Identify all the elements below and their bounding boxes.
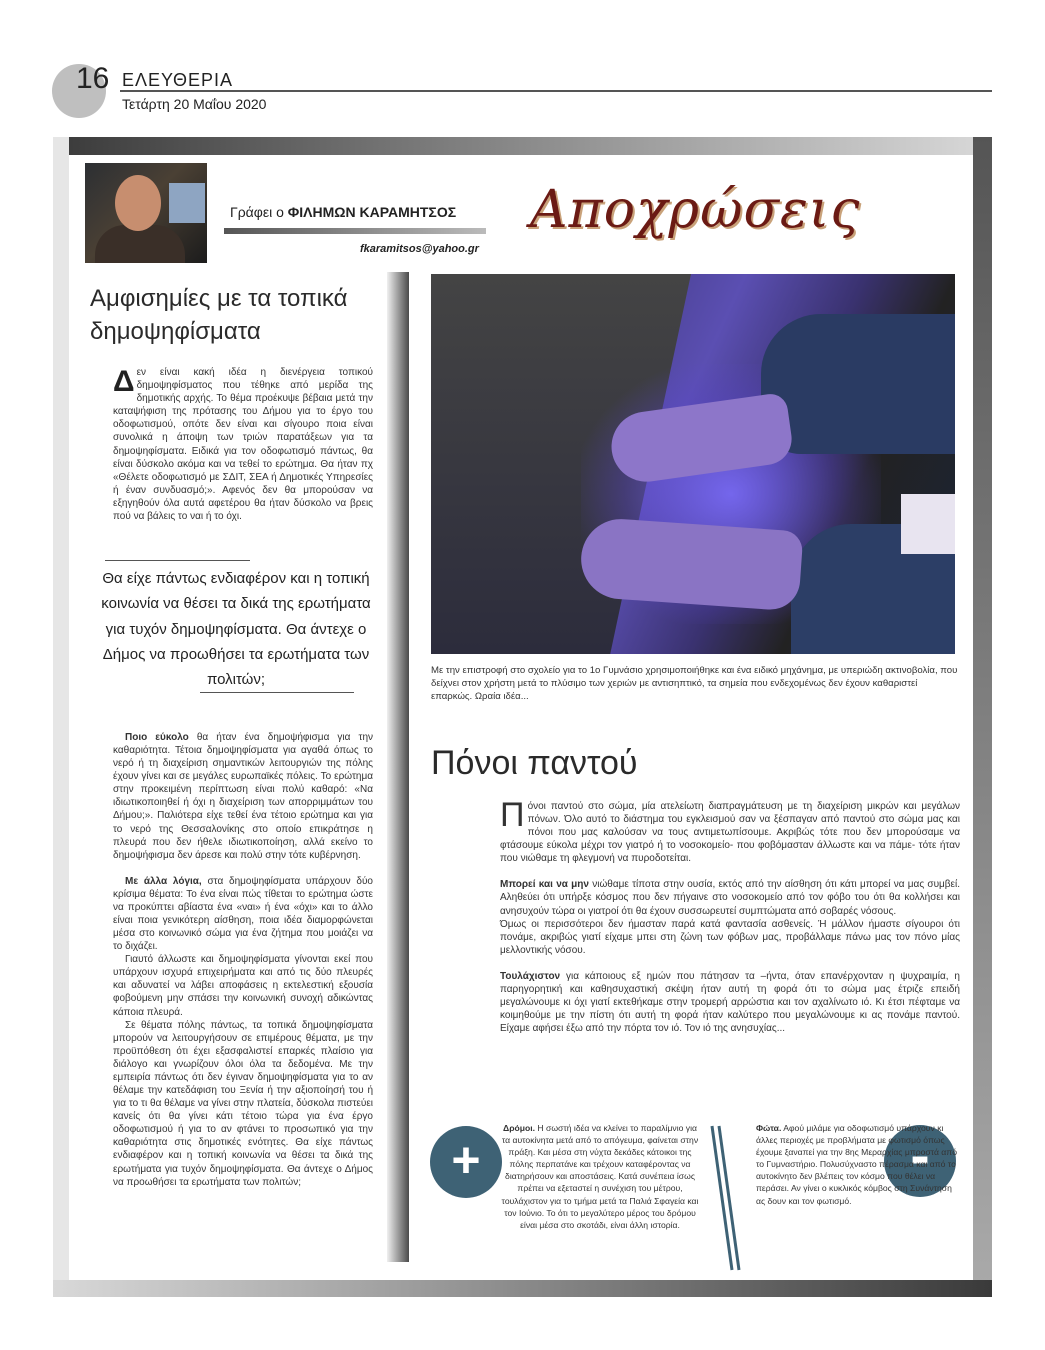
photo-hand — [578, 516, 803, 611]
article2-dropcap: Π — [500, 796, 525, 834]
pull-quote-rule-bottom — [200, 692, 354, 693]
author-byline — [230, 204, 456, 220]
article2-paragraph-text: νιώθαμε τίποτα στην ουσία, εκτός από την αίσθηση ότι κάτι μπορεί να μας συμβεί. Αληθεύει ότι υπήρξε κόσμος που δεν πήγαινε στο νοσοκομείο από τον φόβο του ότι θα κολλήσει και ανησυχούν τώρα οι γιατροί ότι θα έχουν συσσωρευτεί συμπτώματα από σοβαρές νόσους. — [500, 879, 961, 917]
article1-lead — [113, 366, 373, 523]
article1-paragraph-text: θα ήταν ένα δημοψήφισμα για την καθαριότητα. Τέτοια δημοψηφίσματα για αγαθά όπως το νερό ή τη διαχείριση σημαντικών λειτουργιών της πόλης έχουν γίνει και σε μεγάλες ευρωπαϊκές πόλεις. Το ερώτημα στην προκειμένη περίπτωση είναι πολύ καθαρό: «Να ιδιωτικοποιηθεί ή όχι η διαχείριση των απορριμμάτων του Δήμου;». Παλιότερα είχε τεθεί ένα τέτοιο ερώτημα και για το νερό της Θεσσαλονίκης στο οποίο επικράτησε η πλευρά που δεν ήθελε ιδιωτικοποίηση, αλλά εκείνο το δημοψήφισμα δεν άρεσε και πολύ στην τότε κυβέρνηση. — [113, 732, 374, 861]
header-rule — [120, 90, 992, 92]
frame-left-bar — [53, 137, 69, 1297]
article1-paragraph-lead: Ποιο εύκολο — [125, 732, 189, 743]
page-number: 16 — [76, 62, 110, 95]
pull-quote-rule-top — [105, 560, 250, 561]
article1-body — [113, 731, 373, 1189]
minus-box-body: Αφού μιλάμε για οδοφωτισμό υπάρχουν κι άλλες περιοχές με προβλήματα με φωτισμό όπως έχουμε ξαναπεί για την 8ης Μεραρχίας μπροστά από το Γυμναστήριο. Πολυσύχναστο πέρασμα και από το αυτοκίνητο δεν βλέπεις τον κόσμο που θέλει να περάσει. Αν γίνει ο κυκλικός κόμβος στη Συνάντηση ας δουν και τον φωτισμό. — [756, 1123, 957, 1206]
article2-lead-text: όνοι παντού στο σώμα, μία ατελείωτη διαπραγμάτευση με τη διαχείριση μικρών και μεγάλων πόνων. Όλο αυτό το διάστημα του εγκλεισμού σαν να ξέσπαγαν από παντού στο σώμα μας και πόνοι που μας καλούσαν να τους αντιμετωπίσουμε. Ακριβώς τότε που δεν μπορούσαμε να φτάσουμε εύκολα μέχρι τον γιατρό ή το νοσοκομείο- που φοβόμασταν άλλωστε και να πάμε- τότε ήταν που νιώθαμε τη φλεγμονή να πυροδοτείται. — [500, 801, 960, 865]
slash-divider-icon — [700, 1122, 750, 1272]
author-name: ΦΙΛΗΜΩΝ ΚΑΡΑΜΗΤΣΟΣ — [287, 204, 457, 220]
photo-caption: Με την επιστροφή στο σχολείο για το 1ο Γυμνάσιο χρησιμοποιήθηκε και ένα ειδικό μηχάνημα, με υπεριώδη ακτινοβολία, που δείχνει στον χρήστη μετά το πλύσιμο των χεριών με αντισηπτικό, τα σημεία που ενδεχομένως δεν έχουν καθαριστεί επαρκώς. Ωραία ιδέα... — [431, 665, 958, 702]
column-logo: Αποχρώσεις — [530, 180, 861, 240]
author-photo-head — [115, 175, 161, 231]
newspaper-name: ΕΛΕΥΘΕΡΙΑ — [122, 70, 234, 90]
article1-title: Αμφισημίες με τα τοπικά δημοψηφίσματα — [90, 285, 348, 345]
article1-paragraph: Γιαυτό άλλωστε και δημοψηφίσματα γίνονται εκεί που υπάρχουν ισχυρά επιχειρήματα και από τις δύο πλευρές και αδυνατεί να λάβει αποφάσεις η εκτελεστική εξουσία φοβούμενη μην σπάσει την κοινωνική συνοχή αδικώντας κάποια πλευρά. — [113, 954, 373, 1018]
article2-paragraph-lead: Μπορεί και να μην — [500, 879, 589, 891]
frame-top-bar — [53, 137, 992, 155]
article1-paragraph-lead: Με άλλα λόγια, — [125, 875, 202, 887]
author-email[interactable]: fkaramitsos@yahoo.gr — [360, 243, 479, 255]
plus-box-title: Δρόμοι. — [503, 1123, 536, 1133]
minus-box-title: Φώτα. — [756, 1123, 782, 1133]
uv-hand-scanner-photo — [431, 274, 955, 654]
article2-paragraph: Όμως οι περισσότεροι δεν ήμασταν παρά κατά φαντασία ασθενείς. Ή μάλλον ήμαστε σίγουροι ότι πονάμε, ακριβώς γιατί είχαμε μπει στη ζώνη των φόβων μας, προβάλλαμε πάνω μας τον πόνο μίας μελλοντικής νόσου. — [500, 918, 960, 956]
article1-paragraph — [113, 731, 373, 862]
article2-lead — [500, 796, 960, 865]
article2-paragraph-text: για κάποιους εξ ημών που πάτησαν τα –ήντα, όταν επανέρχονταν η ψυχραιμία, η παρηγορητική και καθησυχαστική σκέψη ήταν αυτή τη φορά ότι το σώμα μας έτριζε επειδή μεγαλώνουμε κι όχι γιατί εκτεθήκαμε στην τρομερή αρρώστια και τον αχαλίνωτο ιό. Κι έτσι πέφταμε να κοιμηθούμε με την πίστη ότι αυτή τη φορά ήταν καλύτερο που μεγαλώνουμε κι ας πονάμε παντού. Είχαμε αφήσει έξω από την πόρτα τον ιό. Τον ιό της ανησυχίας... — [500, 970, 960, 1035]
article2-paragraph — [500, 878, 960, 917]
issue-date: Τετάρτη 20 Μαΐου 2020 — [122, 96, 267, 112]
minus-icon: - — [884, 1125, 956, 1197]
plus-icon: + — [430, 1126, 502, 1198]
article1-paragraph: Σε θέματα πόλης πάντως, τα τοπικά δημοψηφίσματα μπορούν να λειτουργήσουν σε επιμέρους θέματα, με την προϋπόθεση ότι έχει εξασφαλιστεί επαρκές πλαίσιο για διάλογο και γνωρίζουν όλοι όλα τα δεδομένα. Με την εμπειρία πάντως ότι δεν έγιναν δημοψηφίσματα για το αν θέλαμε την κατεδάφιση του Ξενία ή την αξιοποίησή του ή για το τι θα θέλαμε να γίνει στην πλατεία, δύσκολα πιστεύει κανείς ότι θα γίνει κάτι τέτοιο τώρα για ένα έργο οδοφωτισμού ή για το αν φτάνει το προσωπικό για την καθαριότητα στις δημοτικές ενότητες. Θα είχε πάντως ενδιαφέρον και η τοπική κοινωνία να θέσει τα δικά της ερωτήματα για τυχόν δημοψηφίσματα. Θα άντεχε ο Δήμος να προωθήσει τα ερωτήματα των πολιτών; — [113, 1019, 373, 1188]
article2-paragraph-lead: Τουλάχιστον — [500, 970, 561, 982]
column-divider-shadow — [387, 272, 409, 1262]
article2-paragraph — [500, 970, 960, 1035]
article2-body — [500, 796, 961, 1035]
author-rule — [224, 228, 486, 234]
minus-box-text — [756, 1122, 961, 1207]
author-prefix: Γράφει ο — [230, 204, 284, 220]
author-photo-monitor — [169, 183, 205, 223]
article1-paragraph-text: στα δημοψηφίσματα υπάρχουν δύο κρίσιμα θέματα: Το ένα είναι πώς τίθεται το ερώτημα ώστε να προκύπτει αβίαστα ένα «ναι» ή ένα «όχι» και το άλλο είναι ποια γενικότερη αίσθηση, ποια ιδέα διαμορφώνεται μέσα στο κοινωνικό σώμα για ένα ζήτημα που μοιάζει να το διχάζει. — [113, 875, 373, 953]
author-photo — [85, 163, 207, 263]
article2-title: Πόνοι παντού — [431, 744, 638, 782]
article1-paragraph — [113, 875, 373, 953]
plus-box-text — [500, 1122, 700, 1231]
article1-dropcap: Δ — [113, 365, 135, 398]
frame-right-bar — [973, 137, 992, 1297]
plus-box-body: Η σωστή ιδέα να κλείνει το παραλίμνιο για τα αυτοκίνητα μετά από το απόγευμα, φαίνεται στην πράξη. Και μέσα στη νύχτα δεκάδες κάτοικοι της πόλης περπατάνε και τρέχουν καταφέροντας να διατηρήσουν και αποστάσεις. Κατά συνέπεια ίσως πρέπει να εξεταστεί η συνέχιση του μέτρου, τουλάχιστον για το τμήμα μετά τα Παλιά Σφαγεία και τον Ιούνιο. Το ότι το μεγαλύτερο μέρος του δρόμου είναι μέσα στο σκοτάδι, είναι άλλη ιστορία. — [501, 1123, 699, 1230]
pull-quote: Θα είχε πάντως ενδιαφέρον και η τοπική κοινωνία να θέσει τα δικά της ερωτήματα για τυχόν δημοψηφίσματα. Θα άντεχε ο Δήμος να προωθήσει τα ερωτήματα των πολιτών; — [101, 570, 371, 689]
frame-bottom-bar — [53, 1280, 992, 1297]
photo-shirt-cuff — [901, 494, 955, 554]
article1-lead-text: εν είναι κακή ιδέα η διενέργεια τοπικού δημοψηφίσματος που τέθηκε από μερίδα της δημοτικής αρχής. Το θέμα προέκυψε βέβαια μετά την καταψήφιση της πρότασης του Δήμου για το έργο του οδοφωτισμού, οπότε δεν είναι και σίγουρο ποια είναι συνολικά η άποψη των τριών παρατάξεων για τα δημοψηφίσματα. Ειδικά για τον οδοφωτισμό πάντως, θα είναι δύσκολο ακόμα και να τεθεί το ερώτημα. Θα ήταν πχ «Θέλετε οδοφωτισμό με ΣΔΙΤ, ΣΕΑ ή Δημοτικές Υπηρεσίες ή έναν συνδυασμό;». Αφενός δεν θα μπορούσαν να εξηγηθούν όλα αυτά αφετέρου θα ήταν δύσκολο να βρεις πού να βάλεις το ναι ή το όχι. — [113, 367, 373, 523]
